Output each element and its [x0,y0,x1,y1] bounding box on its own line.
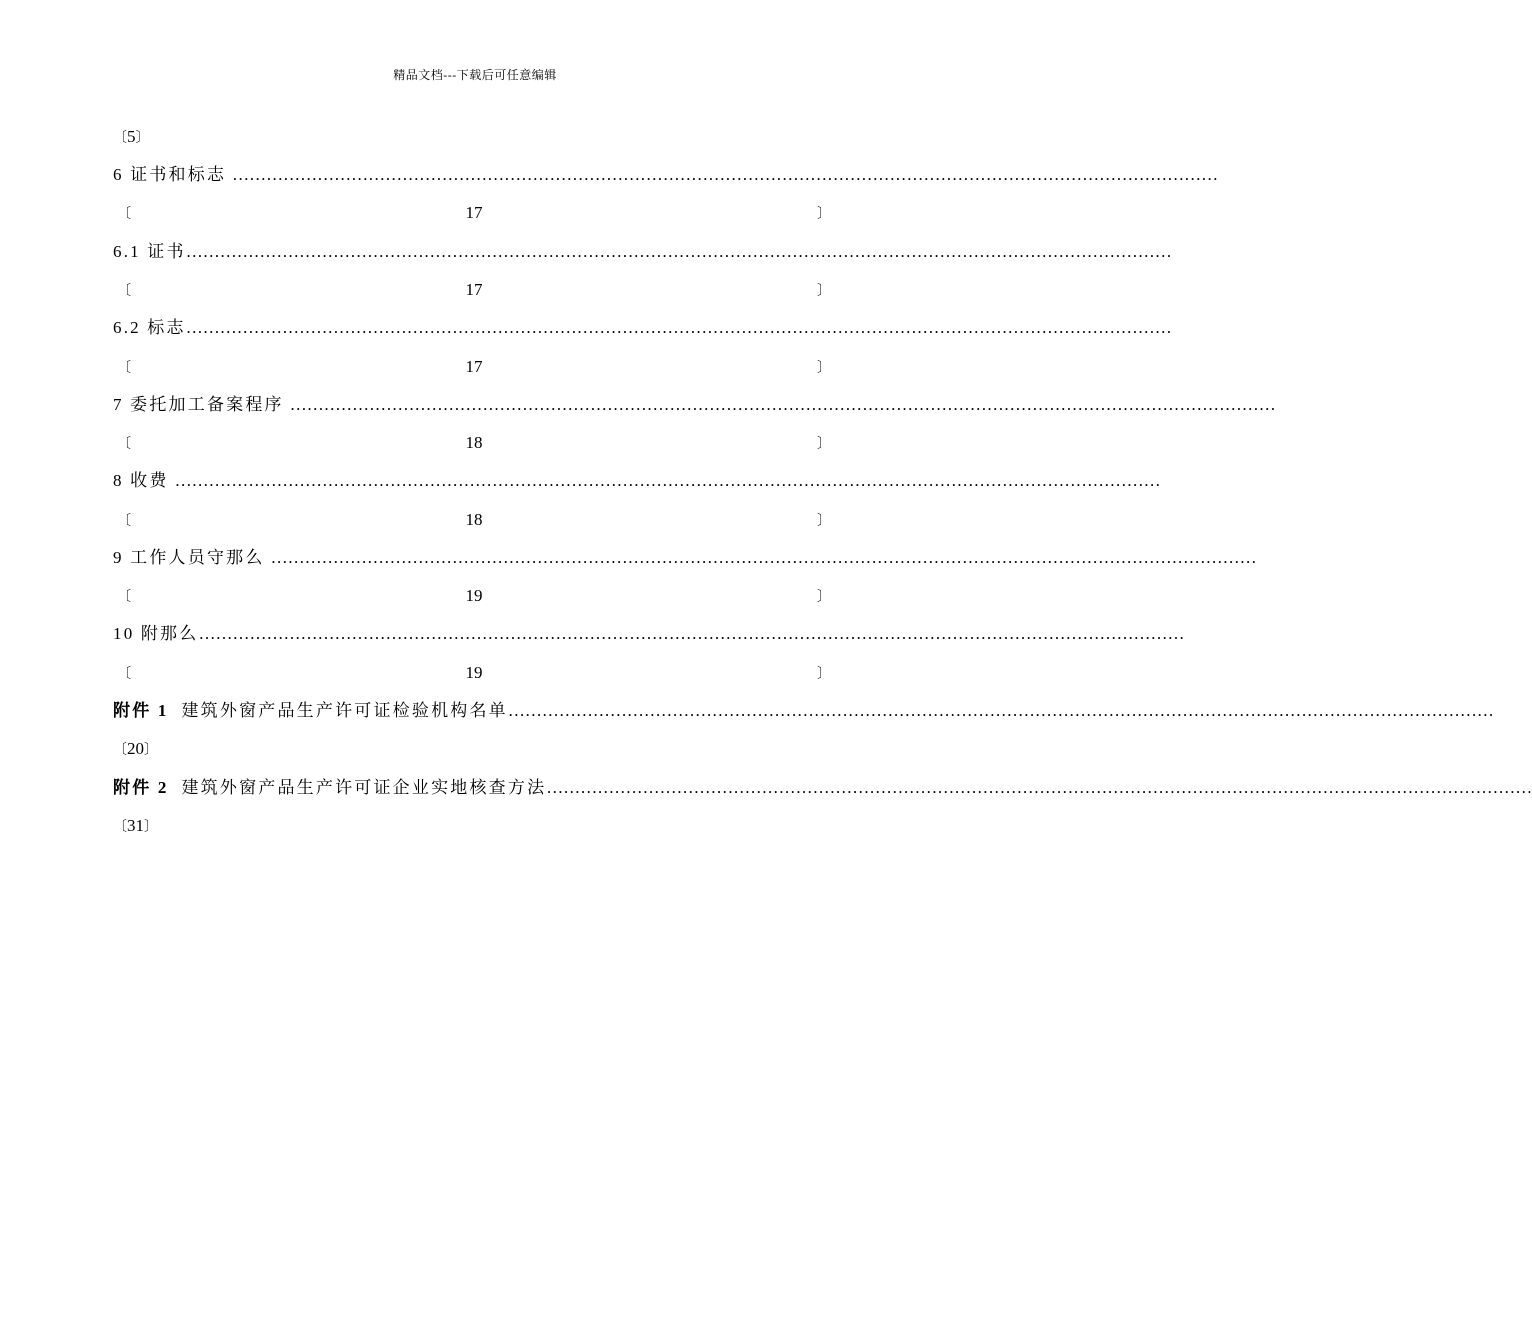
paren-open: 〔 [117,667,131,682]
paren-close: 〕 [817,207,831,222]
toc-entry-title: 6.2 标志 [113,318,186,337]
page-header: 精品文档---下载后可任意编辑 [393,68,557,82]
toc-entry-title: 6.1 证书 [113,242,186,261]
paren-open: 〔 [117,284,131,299]
dot-leader: ………………………………………………………………………………………………………………………………………………………… [289,395,1276,414]
paren-open: 〔 [117,207,131,222]
paren-open: 〔 [117,514,131,529]
toc-page-row [113,813,835,839]
paren-open: 〔 [113,131,127,146]
page-number: 19 [465,663,483,682]
paren-close: 〕 [817,361,831,376]
attachment-title: 建筑外窗产品生产许可证企业实地核查方法 [181,778,547,797]
paren-close: 〕 [817,667,831,682]
toc-entry-title: 6 证书和标志 [113,165,227,184]
paren-open: 〔 [117,590,131,605]
toc-continued-page [113,124,835,150]
page-number: 17 [465,357,483,376]
toc-entry-title: 9 工作人员守那么 [113,548,265,567]
toc-attachment-2[interactable] [113,775,1532,801]
paren-open: 〔 [113,820,127,835]
toc-entry-title: 8 收费 [113,471,169,490]
page-number: 18 [465,510,483,529]
toc-page-row [113,430,835,456]
attachment-label: 附件 1 [113,701,169,720]
attachment-title: 建筑外窗产品生产许可证检验机构名单 [181,701,508,720]
page-number: 18 [465,433,483,452]
page-number: 20 [127,739,144,758]
page-number: 17 [465,280,483,299]
dot-leader: ………………………………………………………………………………………………………………………………………………………… [270,548,1257,567]
dot-leader: ………………………………………………………………………………………………………………………………………………………… [185,318,1172,337]
attachment-label: 附件 2 [113,778,169,797]
paren-close: 〕 [144,820,158,835]
toc-page-row [113,736,835,762]
page-number: 31 [127,816,144,835]
paren-close: 〕 [135,131,150,146]
dot-leader: ………………………………………………………………………………………………………………………………………………………… [198,624,1185,643]
toc-page-row [113,583,835,609]
dot-leader: ………………………………………………………………………………………………………………………………………………………… [185,242,1172,261]
toc-page-row [113,354,835,380]
dot-leader: ………………………………………………………………………………………………………………………………………………………… [507,701,1494,720]
toc-page-row [113,200,835,226]
dot-leader: ………………………………………………………………………………………………………………………………………………………… [174,471,1161,490]
dot-leader: ………………………………………………………………………………………………………………………………………………………… [546,778,1532,797]
page-number: 19 [465,586,483,605]
paren-close: 〕 [817,284,831,299]
toc-page-row [113,507,835,533]
toc-entry-10[interactable] [113,621,1185,647]
toc-page-row [113,660,835,686]
toc-entry-title [113,775,546,801]
toc-entry-title: 10 附那么 [113,624,199,643]
paren-close: 〕 [817,590,831,605]
toc-entry-6-2[interactable] [113,315,1172,341]
paren-close: 〕 [817,514,831,529]
page-number: 17 [465,203,483,222]
toc-entry-6[interactable] [113,162,1219,188]
paren-close: 〕 [144,743,158,758]
dot-leader: ………………………………………………………………………………………………………………………………………………………… [232,165,1219,184]
paren-close: 〕 [817,437,831,452]
paren-open: 〔 [117,361,131,376]
paren-open: 〔 [117,437,131,452]
toc-attachment-1[interactable] [113,698,1494,724]
paren-open: 〔 [113,743,127,758]
toc-entry-6-1[interactable] [113,239,1172,265]
toc-entry-9[interactable] [113,545,1257,571]
toc-page-row [113,277,835,303]
toc-entry-title: 7 委托加工备案程序 [113,395,284,414]
toc-entry-8[interactable] [113,468,1161,494]
page-number: 5 [127,127,136,146]
toc-entry-7[interactable] [113,392,1276,418]
toc-entry-title [113,698,508,724]
